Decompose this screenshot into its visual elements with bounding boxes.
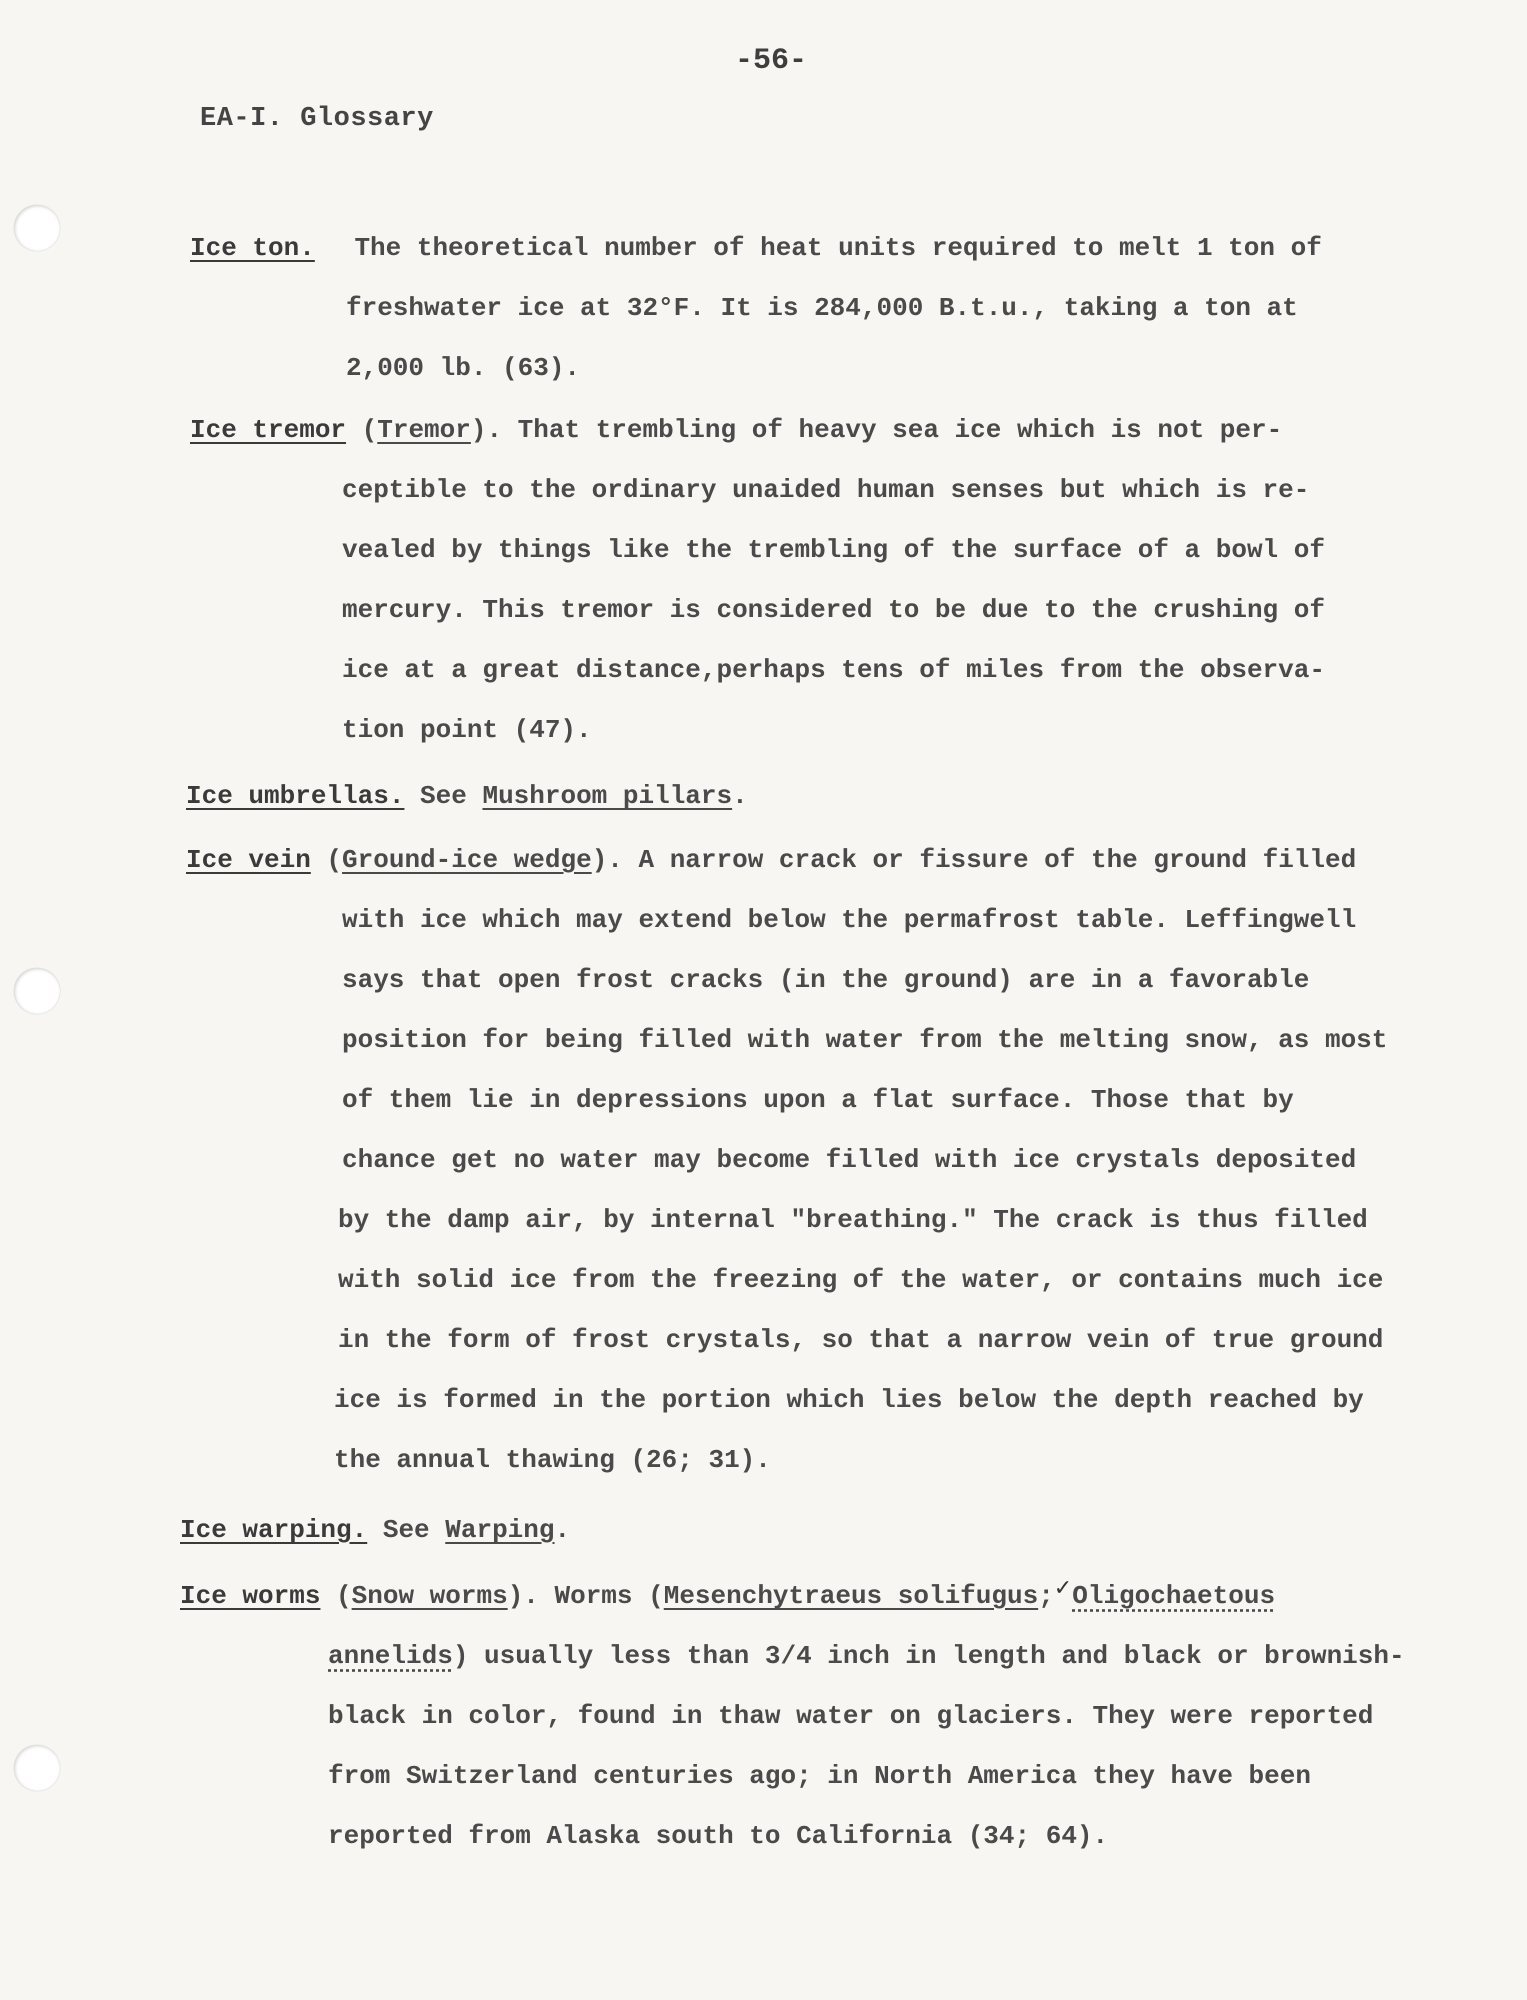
- entry-line: Ice tremor (Tremor). That trembling of heavy sea ice which is not per-: [190, 415, 1283, 445]
- entry-line: [190, 640, 1407, 700]
- entry-text: with ice which may extend below the permafrost table. Leffingwell: [342, 905, 1357, 935]
- entry-line: [186, 766, 1407, 826]
- entry-alt-term: Tremor: [377, 415, 471, 445]
- entry-line: [190, 580, 1407, 640]
- binder-hole-middle: [14, 968, 60, 1014]
- entry-line: [190, 218, 1407, 278]
- entry-line: [186, 950, 1407, 1010]
- entry-line: [186, 1070, 1407, 1130]
- entry-punct: .: [554, 1515, 571, 1545]
- entry-text: ) usually less than 3/4 inch in length and black or brownish-: [452, 1641, 1405, 1671]
- entry-text: position for being filled with water from the melting snow, as most: [342, 1025, 1388, 1055]
- entry-term: Ice warping.: [180, 1515, 368, 1545]
- entry-line: [190, 700, 1407, 760]
- entry-line: [186, 1190, 1407, 1250]
- glossary-entry-ice-umbrellas: [186, 766, 1407, 826]
- glossary-entry-ice-vein: [186, 830, 1407, 1490]
- entry-line: [180, 1686, 1407, 1746]
- entry-text: the annual thawing (26; 31).: [334, 1445, 771, 1475]
- glossary-entry-ice-warping: [180, 1500, 1407, 1560]
- entry-text: 2,000 lb. (63).: [346, 353, 581, 383]
- entry-line: [186, 1310, 1407, 1370]
- entry-line: [186, 1430, 1407, 1490]
- glossary-entry-ice-worms: [180, 1566, 1407, 1866]
- entry-text: black in color, found in thaw water on glaciers. They were reported: [328, 1701, 1374, 1731]
- entry-text: of them lie in depressions upon a flat surface. Those that by: [342, 1085, 1294, 1115]
- entry-line: [180, 1626, 1407, 1686]
- entry-text: with solid ice from the freezing of the water, or contains much ice: [338, 1265, 1384, 1295]
- entry-line: [186, 1370, 1407, 1430]
- species-name: Mesenchytraeus solifugus: [663, 1581, 1039, 1611]
- entry-text: reported from Alaska south to California (34; 64).: [328, 1821, 1109, 1851]
- cross-reference: Mushroom pillars: [482, 781, 733, 811]
- entry-text: mercury. This tremor is considered to be due to the crushing of: [342, 595, 1325, 625]
- page-number: -56-: [735, 44, 808, 78]
- entry-line: [186, 1250, 1407, 1310]
- entry-text: The theoretical number of heat units required to melt 1 ton of: [354, 233, 1322, 263]
- entry-text: ice is formed in the portion which lies below the depth reached by: [334, 1385, 1364, 1415]
- entry-line: [180, 1806, 1407, 1866]
- entry-text: ceptible to the ordinary unaided human senses but which is re-: [342, 475, 1310, 505]
- entry-text: says that open frost cracks (in the ground) are in a favorable: [342, 965, 1310, 995]
- see-label: See: [382, 1515, 430, 1545]
- entry-line: [180, 1746, 1407, 1806]
- entry-alt-term: Snow worms: [351, 1581, 508, 1611]
- entry-line: [186, 1130, 1407, 1190]
- entry-line: Ice worms (Snow worms). Worms (Mesenchytraeus solifugus;✓Oligochaetous: [180, 1566, 1407, 1626]
- glossary-entry-ice-ton: [190, 218, 1407, 398]
- entry-text: by the damp air, by internal "breathing." The crack is thus filled: [338, 1205, 1368, 1235]
- cross-reference: Warping: [445, 1515, 555, 1545]
- entry-term: Ice vein: [186, 845, 311, 875]
- entry-text: freshwater ice at 32°F. It is 284,000 B.t.u., taking a ton at: [346, 293, 1298, 323]
- entry-text: chance get no water may become filled with ice crystals deposited: [342, 1145, 1357, 1175]
- species-separator: ;: [1038, 1581, 1054, 1611]
- entry-alt-term: Ground-ice wedge: [342, 845, 592, 875]
- entry-term: Ice ton.: [190, 233, 315, 263]
- entry-line: [190, 278, 1407, 338]
- entry-text: in the form of frost crystals, so that a narrow vein of true ground: [338, 1325, 1384, 1355]
- entry-text: ice at a great distance,perhaps tens of miles from the observa-: [342, 655, 1325, 685]
- entry-term: Ice tremor: [190, 415, 347, 445]
- entry-text: vealed by things like the trembling of the surface of a bowl of: [342, 535, 1325, 565]
- entry-term: Ice worms: [180, 1581, 321, 1611]
- check-mark-icon: ✓: [1053, 1576, 1073, 1601]
- section-header: EA-I. Glossary: [200, 104, 434, 134]
- entry-line: Ice vein (Ground-ice wedge). A narrow crack or fissure of the ground filled: [186, 845, 1357, 875]
- entry-text: tion point (47).: [342, 715, 592, 745]
- binder-hole-top: [14, 205, 60, 251]
- taxon-name-part1: Oligochaetous: [1072, 1581, 1276, 1611]
- entry-line: [190, 520, 1407, 580]
- entry-text: ). A narrow crack or fissure of the ground filled: [591, 845, 1357, 875]
- entry-line: [190, 338, 1407, 398]
- entry-text: ). That trembling of heavy sea ice which is not per-: [470, 415, 1283, 445]
- glossary-entry-ice-tremor: [190, 400, 1407, 760]
- entry-line: [186, 1010, 1407, 1070]
- entry-line: [186, 890, 1407, 950]
- entry-line: [180, 1500, 1407, 1560]
- taxon-name-part2: annelids: [328, 1641, 453, 1671]
- entry-punct: .: [732, 781, 748, 811]
- entry-line: [190, 460, 1407, 520]
- see-label: See: [420, 781, 467, 811]
- entry-text: from Switzerland centuries ago; in North America they have been: [328, 1761, 1311, 1791]
- binder-hole-bottom: [14, 1745, 60, 1791]
- entry-term: Ice umbrellas.: [186, 781, 405, 811]
- entry-text: ). Worms (: [507, 1581, 664, 1611]
